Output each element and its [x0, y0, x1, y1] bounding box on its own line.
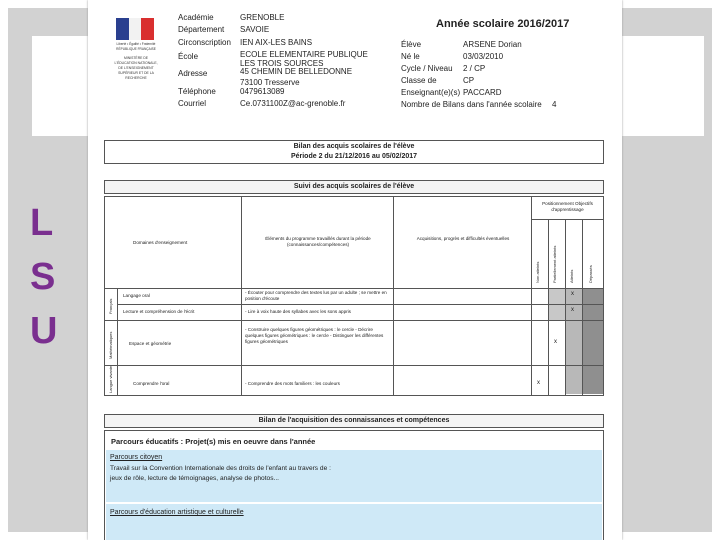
level-partiellement-atteints: Partiellement atteints — [552, 245, 557, 283]
hline-row-1 — [117, 304, 603, 305]
artistique-title: Parcours d'éducation artistique et culturelle — [110, 509, 244, 516]
parcours-citoyen-panel — [106, 450, 602, 502]
value-classe: CP — [463, 76, 475, 85]
rf-motto: Liberté • Égalité • Fraternité RÉPUBLIQUE FRANÇAISE — [116, 42, 156, 51]
col-header-elements: Éléments du programme travaillés durant la période (connaissances/compétences) — [265, 236, 371, 247]
value-courriel: Ce.0731100Z@ac-grenoble.fr — [240, 99, 346, 108]
label-ne-le: Né le — [401, 52, 420, 61]
bilan-acquisition-title-bar: Bilan de l'acquisition des connaissances et compétences — [104, 414, 604, 428]
row-4-mark: x — [537, 380, 540, 386]
label-enseignant: Enseignant(e)(s) — [401, 88, 461, 97]
bilan-title-box — [104, 140, 604, 164]
row-1-mark: x — [571, 291, 574, 297]
bilan-period: Période 2 du 21/12/2016 au 05/02/2017 — [290, 153, 418, 160]
label-telephone: Téléphone — [178, 87, 216, 96]
vline-level-1 — [548, 219, 549, 395]
livret-document-page — [88, 0, 622, 540]
row-1-element: - Écouter pour comprendre des textes lus par un adulte ; se mettre en position d'écoute — [245, 290, 387, 301]
col-header-domain: Domaines d'enseignement — [133, 240, 188, 245]
row-1-domain: Langage oral — [123, 293, 150, 298]
side-letters — [30, 196, 70, 358]
parcours-artistique-panel — [106, 504, 602, 540]
side-letter-s: S — [30, 256, 57, 298]
value-eleve: ARSENE Dorian — [463, 40, 522, 49]
citoyen-title: Parcours citoyen — [110, 454, 163, 461]
row-4-element: - Comprendre des mots familiers : les couleurs — [245, 381, 340, 386]
hline-francais-end — [105, 320, 603, 321]
col-header-acquisitions: Acquisitions, progrès et difficultés éventuelles — [416, 236, 510, 241]
row-3-domain: Espace et géométrie — [129, 341, 172, 346]
level-atteints: Atteints — [569, 269, 574, 283]
hline-position-sub — [531, 219, 603, 220]
value-telephone: 0479613089 — [240, 87, 285, 96]
ministry-name: MINISTÈRE DE L'ÉDUCATION NATIONALE, DE L'ENSEIGNEMENT SUPÉRIEUR ET DE LA RECHERCHE — [114, 56, 158, 80]
value-nombre-bilans: 4 — [552, 100, 557, 109]
label-nombre-bilans: Nombre de Bilans dans l'année scolaire — [401, 100, 542, 109]
side-letter-l: L — [30, 202, 55, 244]
level-depasses: Dépassés — [588, 265, 593, 283]
row-2-domain: Lecture et compréhension de l'écrit — [123, 309, 195, 314]
value-ville: 73100 Tresserve — [240, 78, 300, 87]
row-2-element: - Lire à voix haute des syllabes avec les sons appris — [245, 309, 351, 314]
value-circonscription: IEN AIX-LES BAINS — [240, 38, 313, 47]
label-eleve: Élève — [401, 40, 422, 49]
value-enseignant: PACCARD — [463, 88, 502, 97]
tricolore-flag-icon — [116, 18, 154, 40]
suivi-table — [104, 196, 604, 396]
label-adresse: Adresse — [178, 69, 208, 78]
value-departement: SAVOIE — [240, 25, 270, 34]
side-letter-u: U — [30, 310, 59, 352]
value-ecole: ECOLE ELEMENTAIRE PUBLIQUE LES TROIS SOURCES — [240, 50, 368, 68]
label-courriel: Courriel — [178, 99, 207, 108]
label-cycle-niveau: Cycle / Niveau — [401, 64, 453, 73]
row-3-element: - Construire quelques figures géométriques : le cercle - Décrire quelques figures géométriques : le cercle - Distinguer les différentes figures géométriques — [245, 327, 384, 344]
label-academie: Académie — [178, 13, 214, 22]
value-cycle-niveau: 2 / CP — [463, 64, 486, 73]
group-francais: Français — [108, 298, 113, 314]
group-mathematiques: Mathématiques — [108, 331, 113, 359]
row-4-domain: Comprendre l'oral — [133, 381, 170, 386]
group-langue-vivante: Langue vivante — [108, 365, 113, 393]
republique-francaise-logo — [112, 16, 160, 102]
bilan-title: Bilan des acquis scolaires de l'élève — [293, 143, 415, 150]
citoyen-text-1: Travail sur la Convention Internationale des droits de l'enfant au travers de : — [110, 465, 331, 472]
row-3-mark: x — [554, 339, 557, 345]
label-departement: Département — [178, 25, 225, 34]
parcours-title: Parcours éducatifs : Projet(s) mis en oeuvre dans l'année — [111, 437, 316, 446]
label-circonscription: Circonscription — [178, 38, 231, 47]
citoyen-text-2: jeux de rôle, lecture de témoignages, analyse de photos... — [110, 475, 279, 482]
value-academie: GRENOBLE — [240, 13, 285, 22]
suivi-title-bar: Suivi des acquis scolaires de l'élève — [104, 180, 604, 194]
label-classe: Classe de — [401, 76, 437, 85]
value-ne-le: 03/03/2010 — [463, 52, 504, 61]
value-adresse: 45 CHEMIN DE BELLEDONNE — [240, 67, 353, 76]
col-header-position: Positionnement Objectifs d'apprentissage — [542, 201, 593, 212]
label-ecole: École — [178, 52, 199, 61]
vline-level-2 — [565, 219, 566, 395]
row-2-mark: x — [571, 307, 574, 313]
level-non-atteints: Non atteints — [535, 261, 540, 283]
hline-maths-end — [105, 365, 603, 366]
vline-level-3 — [582, 219, 583, 395]
school-year-title: Année scolaire 2016/2017 — [436, 18, 570, 30]
hline-header-bottom — [105, 288, 603, 289]
